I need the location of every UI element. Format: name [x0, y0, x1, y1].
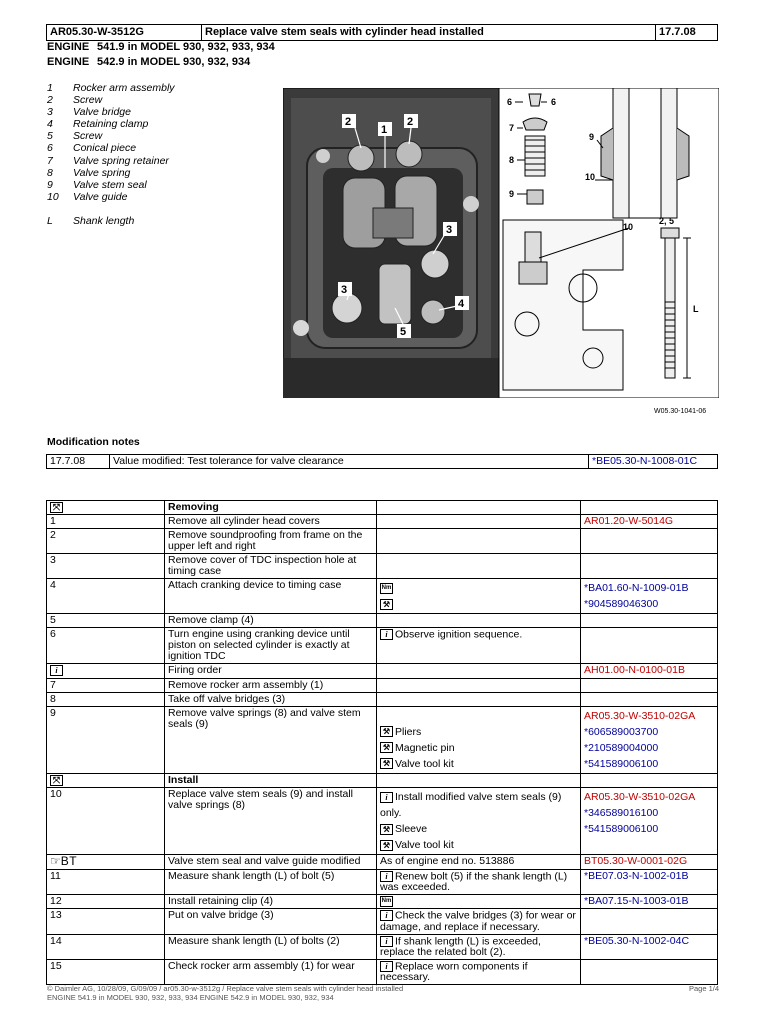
ref-link[interactable]: *346589016100	[584, 806, 659, 819]
document-header	[46, 24, 718, 41]
footer-line-2: ENGINE 541.9 in MODEL 930, 932, 933, 934 ENGINE 542.9 in MODEL 930, 932, 934	[47, 993, 334, 1002]
info-icon: i	[380, 910, 393, 921]
photo-callout: 2	[407, 116, 414, 128]
table-row: 10 Replace valve stem seals (9) and install valve springs (8) i Install modified valve stem seals (9) only. ⚒ Sleeve ⚒ Valve tool kit AR05.30-W-3510-02GA *346589016100 *541589006100	[47, 787, 718, 854]
removing-section-icon: ⤧	[50, 502, 63, 513]
legend-item: 10 Valve guide	[47, 190, 128, 203]
table-row: 13 Put on valve bridge (3) i Check the valve bridges (3) for wear or damage, and replace if necessary.	[47, 909, 718, 934]
info-icon: i	[380, 629, 393, 640]
doc-date: 17.7.08	[656, 25, 718, 41]
info-icon: i	[380, 792, 393, 803]
table-row: 5 Remove clamp (4)	[47, 614, 718, 628]
photo-callout: 3	[341, 284, 348, 296]
bt-label: BT	[60, 853, 78, 868]
legend-item: 9 Valve stem seal	[47, 178, 147, 191]
drawing-callout: L	[693, 304, 699, 314]
figure-id: W05.30-1041-06	[654, 408, 707, 415]
legend-item: 6 Conical piece	[47, 142, 137, 155]
section-title: Install	[165, 773, 377, 787]
table-row	[47, 773, 718, 787]
legend-item: 5 Screw	[47, 130, 103, 143]
page-number: Page 1/4	[688, 984, 719, 993]
ref-link[interactable]: *541589006100	[584, 757, 659, 770]
procedure-table	[46, 500, 718, 985]
legend-item: 4 Retaining clamp	[47, 118, 149, 131]
ref-link[interactable]: *BE05.30-N-1002-04C	[581, 934, 718, 959]
section-title: Removing	[165, 501, 377, 515]
special-tool-icon: ⚒	[380, 840, 393, 851]
ref-link[interactable]: *541589006100	[584, 822, 659, 835]
ref-link[interactable]: *606589003700	[584, 725, 659, 738]
photo-callout: 1	[381, 124, 388, 136]
ref-link[interactable]: *BA01.60-N-1009-01B	[584, 582, 689, 595]
special-tool-icon: ⚒	[380, 824, 393, 835]
drawing-callout: 7	[509, 123, 515, 133]
photo-callout: 5	[400, 326, 407, 338]
legend-item: L Shank length	[47, 214, 135, 227]
drawing-callout: 6	[551, 97, 557, 107]
ref-link[interactable]: *904589046300	[584, 598, 659, 611]
photo-callout: 2	[345, 116, 352, 128]
table-row: 8 Take off valve bridges (3)	[47, 692, 718, 706]
ref-link[interactable]: BT05.30-W-0001-02G	[581, 854, 718, 869]
doc-title: Replace valve stem seals with cylinder head installed	[202, 25, 656, 41]
special-tool-icon: ⚒	[380, 726, 393, 737]
ref-link[interactable]: *BE07.03-N-1002-01B	[581, 869, 718, 894]
drawing-callout: 6	[507, 97, 513, 107]
legend-item: 8 Valve spring	[47, 166, 131, 179]
table-row: 15 Check rocker arm assembly (1) for wear i Replace worn components if necessary.	[47, 959, 718, 984]
ref-link[interactable]: *BA07.15-N-1003-01B	[581, 895, 718, 909]
photo-callout: 3	[446, 224, 453, 236]
install-section-icon: ⤧	[50, 775, 63, 786]
legend-item: 7 Valve spring retainer	[47, 154, 169, 167]
photo-callout: 4	[458, 298, 465, 310]
drawing-callout: 8	[509, 155, 515, 165]
torque-icon: Nm	[380, 583, 393, 594]
mod-ref-link[interactable]: *BE05.30-N-1008-01C	[589, 455, 718, 469]
info-icon: i	[380, 871, 393, 882]
parts-legend	[47, 82, 175, 227]
table-row	[47, 501, 718, 515]
engine-line-2: ENGINE 542.9 in MODEL 930, 932, 934	[47, 56, 251, 68]
ref-link[interactable]: AR01.20-W-5014G	[581, 515, 718, 529]
info-icon: i	[380, 961, 393, 972]
drawing-callout: 9	[589, 132, 595, 142]
modification-table	[46, 454, 718, 469]
pointing-hand-icon: ☞	[50, 853, 61, 868]
modification-notes-title: Modification notes	[47, 436, 140, 448]
footer-line-1: © Daimler AG, 10/28/09, G/09/09 / ar05.30-w-3512g / Replace valve stem seals with cylinder head installed	[47, 984, 404, 993]
drawing-callout: 10	[585, 172, 596, 182]
cylinder-head-figure	[283, 88, 719, 398]
table-row: i Firing order AH01.00-N-0100-01B	[47, 664, 718, 678]
special-tool-icon: ⚒	[380, 742, 393, 753]
table-row: 2 Remove soundproofing from frame on the upper left and right	[47, 529, 718, 554]
ref-link[interactable]: AR05.30-W-3510-02GA	[584, 790, 696, 803]
drawing-callout: 10	[623, 222, 634, 232]
ref-link[interactable]: AH01.00-N-0100-01B	[581, 664, 718, 678]
table-row: 9 Remove valve springs (8) and valve stem seals (9) ⚒ Pliers ⚒ Magnetic pin ⚒ Valve tool kit AR05.30-W-3510-02GA *606589003700 *210589004000 *541589006100	[47, 706, 718, 773]
doc-id: AR05.30-W-3512G	[47, 25, 202, 41]
table-row: 4 Attach cranking device to timing case Nm ⚒ *BA01.60-N-1009-01B *904589046300	[47, 579, 718, 614]
table-row: 11 Measure shank length (L) of bolt (5) i Renew bolt (5) if the shank length (L) was exceeded. *BE07.03-N-1002-01B	[47, 869, 718, 894]
mod-date: 17.7.08	[47, 455, 110, 469]
torque-icon: Nm	[380, 896, 393, 907]
engine-line-1: ENGINE 541.9 in MODEL 930, 932, 933, 934	[47, 41, 275, 53]
valve-drawing	[499, 88, 719, 398]
legend-item: 3 Valve bridge	[47, 106, 131, 119]
table-row: 1 Remove all cylinder head covers AR01.20-W-5014G	[47, 515, 718, 529]
special-tool-icon: ⚒	[380, 599, 393, 610]
drawing-callout: 2, 5	[659, 216, 675, 226]
table-row: 12 Install retaining clip (4) Nm *BA07.15-N-1003-01B	[47, 895, 718, 909]
legend-item: 2 Screw	[47, 94, 103, 107]
engine-photo	[283, 88, 499, 398]
page-footer	[47, 984, 719, 1002]
table-row: ☞BT Valve stem seal and valve guide modified As of engine end no. 513886 BT05.30-W-0001-02G	[47, 854, 718, 869]
info-icon: i	[50, 665, 63, 676]
drawing-callout: 9	[509, 189, 515, 199]
ref-link[interactable]: AR05.30-W-3510-02GA	[584, 709, 696, 722]
info-icon: i	[380, 936, 393, 947]
table-row: 6 Turn engine using cranking device until piston on selected cylinder is exactly at ignition TDC i Observe ignition sequence.	[47, 628, 718, 664]
special-tool-icon: ⚒	[380, 758, 393, 769]
table-row: 7 Remove rocker arm assembly (1)	[47, 678, 718, 692]
ref-link[interactable]: *210589004000	[584, 741, 659, 754]
table-row: 14 Measure shank length (L) of bolts (2) i If shank length (L) is exceeded, replace the related bolt (2). *BE05.30-N-1002-04C	[47, 934, 718, 959]
legend-item: 1 Rocker arm assembly	[47, 82, 175, 94]
mod-text: Value modified: Test tolerance for valve clearance	[110, 455, 589, 469]
table-row: 3 Remove cover of TDC inspection hole at timing case	[47, 554, 718, 579]
